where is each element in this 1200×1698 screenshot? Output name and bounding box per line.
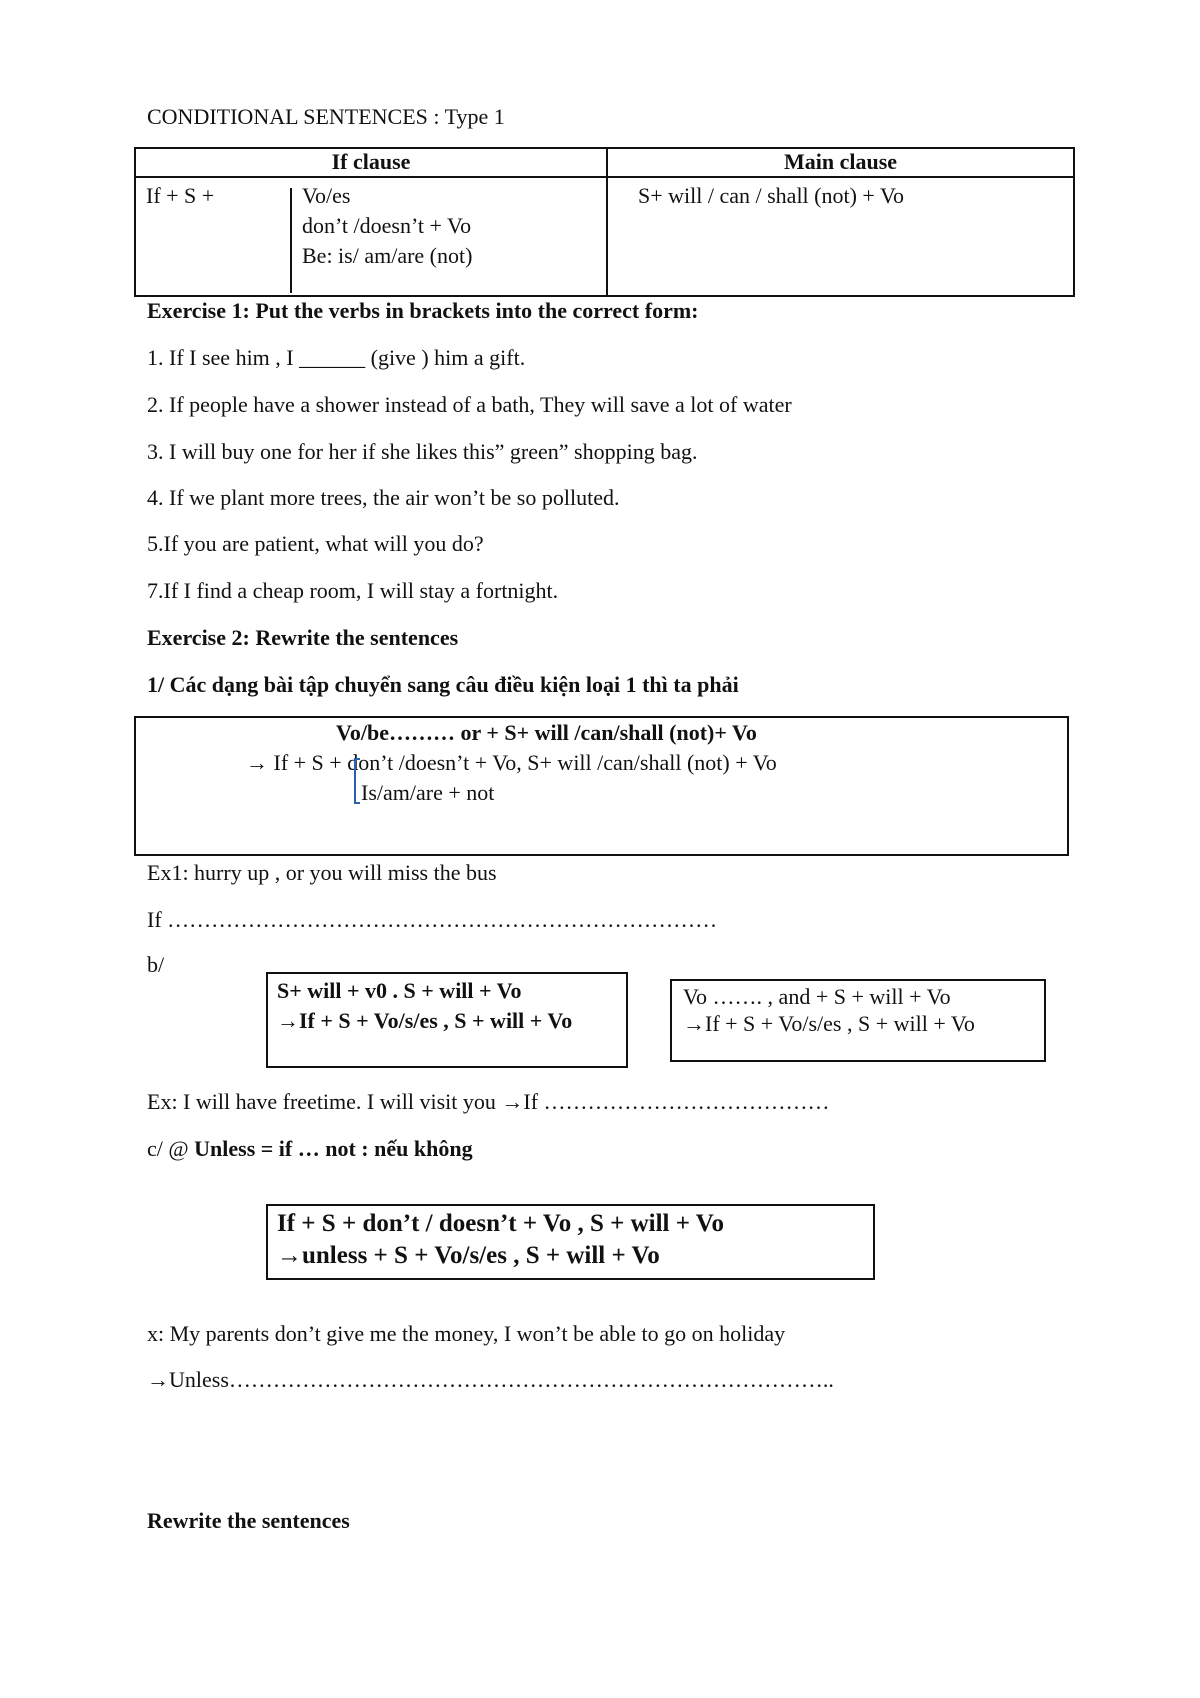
main-clause-cell xyxy=(607,177,1074,296)
sub-c-prefix: c/ @ xyxy=(147,1136,195,1161)
formula-box-a xyxy=(134,716,1069,856)
main-clause-header: Main clause xyxy=(607,148,1074,177)
formula-b-right-line1: Vo ……. , and + S + will + Vo xyxy=(683,984,951,1009)
formula-b-right-line2: →If + S + Vo/s/es , S + will + Vo xyxy=(683,1011,975,1036)
formula-c-line1: If + S + don’t / doesn’t + Vo , S + will + Vo xyxy=(277,1210,725,1237)
formula-c-line2: →unless + S + Vo/s/es , S + will + Vo xyxy=(277,1242,660,1269)
exercise2-ex-b: Ex: I will have freetime. I will visit you →If ………………………………… xyxy=(147,1089,830,1114)
exercise2-ex-c: x: My parents don’t give me the money, I won’t be able to go on holiday xyxy=(147,1321,786,1346)
exercise2-sub-b: b/ xyxy=(147,952,165,977)
formula-a-line1: Vo/be……… or + S+ will /can/shall (not)+ Vo xyxy=(336,720,757,745)
exercise2-sub-a: 1/ Các dạng bài tập chuyển sang câu điều kiện loại 1 thì ta phải xyxy=(147,672,739,697)
exercise2-heading: Exercise 2: Rewrite the sentences xyxy=(147,625,459,650)
if-option: don’t /doesn’t + Vo xyxy=(302,213,472,238)
main-clause-formula: S+ will / can / shall (not) + Vo xyxy=(638,183,904,208)
exercise1-item: 5.If you are patient, what will you do? xyxy=(147,531,484,556)
if-prefix: If + S + xyxy=(146,183,215,208)
exercise1-item: 7.If I find a cheap room, I will stay a fortnight. xyxy=(147,578,559,603)
exercise2-ex1-answer: If ………………………………………………………………… xyxy=(147,907,718,932)
formula-box-c xyxy=(266,1204,875,1280)
sub-c-bold: Unless = if … not : nếu không xyxy=(194,1136,473,1161)
exercise1-item: 1. If I see him , I ______ (give ) him a gift. xyxy=(147,345,526,370)
formula-a-brace xyxy=(354,758,360,804)
exercise2-ex1: Ex1: hurry up , or you will miss the bus xyxy=(147,860,497,885)
if-clause-cell xyxy=(135,177,607,296)
formula-box-b-right xyxy=(670,979,1046,1062)
if-option: Vo/es xyxy=(302,183,351,208)
page-title: CONDITIONAL SENTENCES : Type 1 xyxy=(147,104,505,129)
exercise1-item: 4. If we plant more trees, the air won’t be so polluted. xyxy=(147,485,620,510)
if-option: Be: is/ am/are (not) xyxy=(302,243,473,268)
if-options-brace xyxy=(290,188,292,293)
exercise1-item: 3. I will buy one for her if she likes this” green” shopping bag. xyxy=(147,439,698,464)
exercise2-sub-c xyxy=(147,1136,473,1162)
formula-b-left-line2: →If + S + Vo/s/es , S + will + Vo xyxy=(277,1008,573,1033)
footer-heading: Rewrite the sentences xyxy=(147,1508,350,1533)
if-clause-header: If clause xyxy=(135,148,607,177)
formula-a-line2: → If + S + don’t /doesn’t + Vo, S+ will /can/shall (not) + Vo xyxy=(246,750,777,775)
formula-b-left-line1: S+ will + v0 . S + will + Vo xyxy=(277,978,522,1003)
exercise1-item: 2. If people have a shower instead of a bath, They will save a lot of water xyxy=(147,392,792,417)
grammar-table xyxy=(134,147,1075,297)
exercise1-heading: Exercise 1: Put the verbs in brackets into the correct form: xyxy=(147,298,699,323)
formula-a-line3: Is/am/are + not xyxy=(361,780,495,805)
exercise2-ex-c-answer: →Unless……………………………………………………………………….. xyxy=(147,1367,834,1392)
formula-box-b-left xyxy=(266,972,628,1068)
